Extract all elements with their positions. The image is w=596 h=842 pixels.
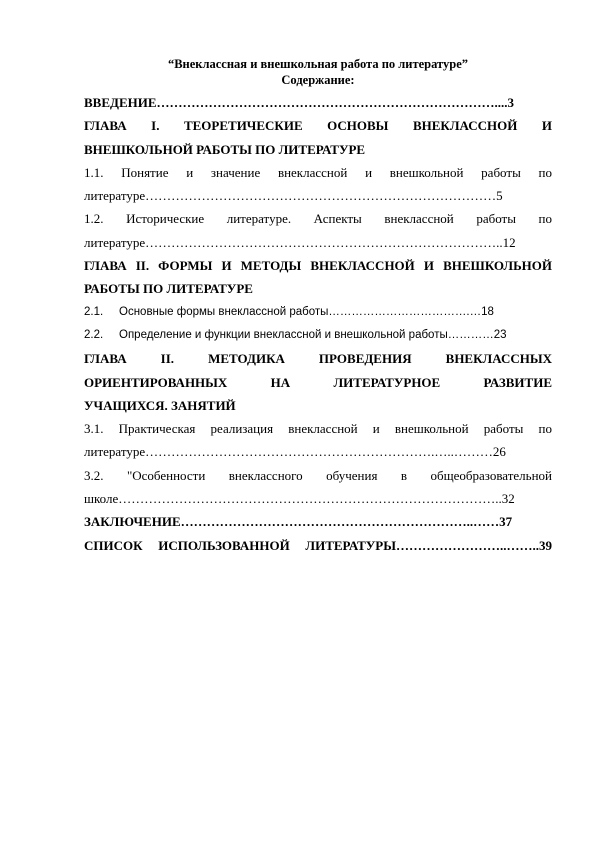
toc-section-3-1-line-1: 3.1. Практическая реализация внеклассной и внешкольной работы по <box>84 421 552 437</box>
toc-entry-introduction: ВВЕДЕНИЕ……………………………………………………………………....3 <box>84 95 515 110</box>
document-page <box>84 56 552 557</box>
toc-section-1-1-line-1: 1.1. Понятие и значение внеклассной и внешкольной работы по <box>84 164 552 180</box>
toc-section-3-2-line-1: 3.2. "Особенности внеклассного обучения в общеобразовательной <box>84 467 552 483</box>
toc-section-1-2-line-1: 1.2. Исторические литературе. Аспекты внеклассной работы по <box>84 211 552 227</box>
toc-chapter-2-line-2: РАБОТЫ ПО ЛИТЕРАТУРЕ <box>84 281 253 297</box>
toc-section-3-1-line-2: литературе………………………………………………………….…..………26 <box>84 444 506 460</box>
section-text: Основные формы внеклассной работы……………………………….…18 <box>119 305 494 318</box>
toc-chapter-2-line-1: ГЛАВА II. ФОРМЫ И МЕТОДЫ ВНЕКЛАССНОЙ И ВНЕШКОЛЬНОЙ <box>84 258 552 274</box>
section-number: 2.1. <box>84 305 104 318</box>
section-number: 2.2. <box>84 328 104 341</box>
table-of-contents <box>84 91 552 557</box>
toc-entry-conclusion: ЗАКЛЮЧЕНИЕ…………………………………………………………..……37 <box>84 514 513 530</box>
toc-section-2-1 <box>84 301 552 324</box>
toc-entry-bibliography: СПИСОК ИСПОЛЬЗОВАННОЙ ЛИТЕРАТУРЫ……………………..……..39 <box>84 537 552 553</box>
toc-section-2-2 <box>84 324 552 347</box>
toc-chapter-3-line-2: ОРИЕНТИРОВАННЫХ НА ЛИТЕРАТУРНОЕ РАЗВИТИЕ <box>84 374 552 390</box>
toc-chapter-1-line-2: ВНЕШКОЛЬНОЙ РАБОТЫ ПО ЛИТЕРАТУРЕ <box>84 141 366 157</box>
toc-chapter-1-line-1: ГЛАВА I. ТЕОРЕТИЧЕСКИЕ ОСНОВЫ ВНЕКЛАССНОЙ И <box>84 118 552 134</box>
toc-chapter-3-line-1: ГЛАВА II. МЕТОДИКА ПРОВЕДЕНИЯ ВНЕКЛАССНЫХ <box>84 351 552 367</box>
section-text: Определение и функции внеклассной и внешкольной работы…………23 <box>119 328 507 341</box>
toc-section-3-2-line-2: школе……………………………………………………………………………..32 <box>84 491 515 507</box>
document-title: “Внеклассная и внешкольная работа по литературе” <box>167 57 469 71</box>
toc-chapter-3-line-3: УЧАЩИХСЯ. ЗАНЯТИЙ <box>84 397 236 413</box>
toc-section-1-1-line-2: литературе………………………………………………………………………5 <box>84 188 503 204</box>
toc-section-1-2-line-2: литературе………………………………………………………………………..12 <box>84 234 516 250</box>
contents-heading: Содержание: <box>281 73 355 87</box>
